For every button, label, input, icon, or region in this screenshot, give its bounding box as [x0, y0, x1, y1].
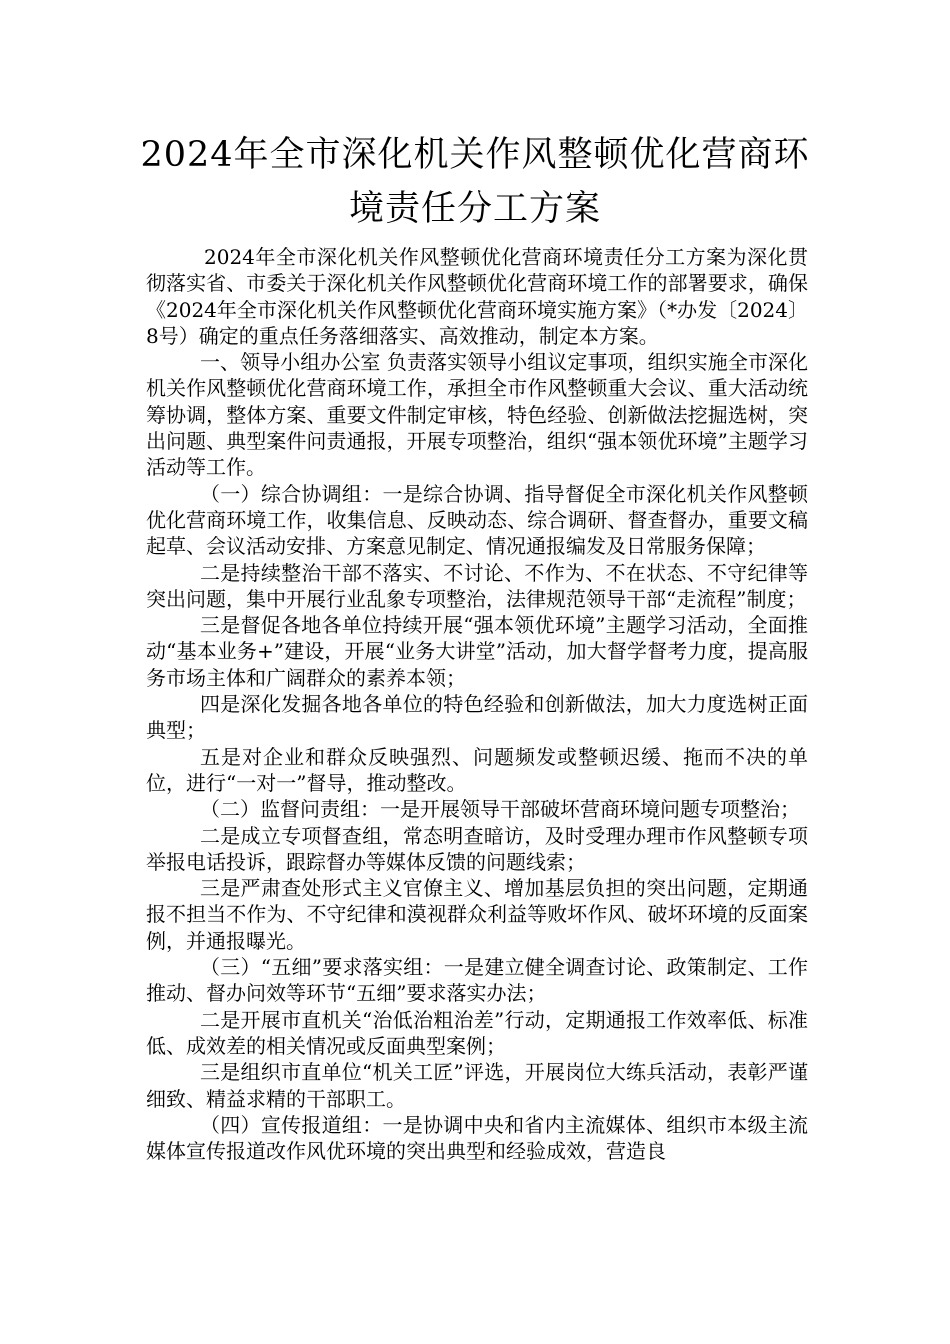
paragraph-group-1: （一）综合协调组：一是综合协调、指导督促全市深化机关作风整顿优化营商环境工作，收集信息、反映动态、综合调研、督查督办，重要文稿起草、会议活动安排、方案意见制定、情况通报编发及日常服务保障；	[146, 481, 808, 559]
paragraph-group-1-item-2: 二是持续整治干部不落实、不讨论、不作为、不在状态、不守纪律等突出问题，集中开展行业乱象专项整治，法律规范领导干部“走流程”制度；	[146, 560, 808, 611]
paragraph-group-2-item-2: 二是成立专项督查组，常态明查暗访，及时受理办理市作风整顿专项举报电话投诉，跟踪督办等媒体反馈的问题线索；	[146, 823, 808, 874]
paragraph-group-2: （二）监督问责组：一是开展领导干部破坏营商环境问题专项整治；	[200, 797, 800, 822]
document-title	[120, 128, 830, 236]
document-body	[146, 244, 808, 1164]
paragraph-group-1-item-4: 四是深化发掘各地各单位的特色经验和创新做法，加大力度选树正面典型；	[146, 692, 808, 743]
paragraph-section-1: 一、领导小组办公室 负责落实领导小组议定事项，组织实施全市深化机关作风整顿优化营商环境工作，承担全市作风整顿重大会议、重大活动统筹协调，整体方案、重要文件制定审核，特色经验、创新做法挖掘选树，突出问题、典型案件问责通报，开展专项整治，组织“强本领优环境”主题学习活动等工作。	[146, 350, 808, 480]
paragraph-group-1-item-3: 三是督促各地各单位持续开展“强本领优环境”主题学习活动，全面推动“基本业务+”建设，开展“业务大讲堂”活动，加大督学督考力度，提高服务市场主体和广阔群众的素养本领；	[146, 613, 808, 690]
paragraph-group-2-item-3: 三是严肃查处形式主义官僚主义、增加基层负担的突出问题，定期通报不担当不作为、不守纪律和漠视群众利益等败坏作风、破坏环境的反面案例，并通报曝光。	[146, 876, 808, 953]
paragraph-group-3-item-3: 三是组织市直单位“机关工匠”评选，开展岗位大练兵活动，表彰严谨细致、精益求精的干部职工。	[146, 1060, 808, 1111]
paragraph-group-3: （三）“五细”要求落实组：一是建立健全调查讨论、政策制定、工作推动、督办问效等环节“五细”要求落实办法；	[146, 955, 808, 1006]
title-line-1: 2024年全市深化机关作风整顿优化营商环	[140, 135, 810, 175]
paragraph-group-1-item-5: 五是对企业和群众反映强烈、问题频发或整顿迟缓、拖而不决的单位，进行“一对一”督导，推动整改。	[146, 744, 808, 795]
title-line-2: 境责任分工方案	[348, 189, 601, 229]
paragraph-group-3-item-2: 二是开展市直机关“治低治粗治差”行动，定期通报工作效率低、标准低、成效差的相关情况或反面典型案例；	[146, 1007, 808, 1058]
paragraph-group-4: （四）宣传报道组：一是协调中央和省内主流媒体、组织市本级主流媒体宣传报道改作风优环境的突出典型和经验成效，营造良	[146, 1112, 808, 1164]
paragraph-intro: 2024年全市深化机关作风整顿优化营商环境责任分工方案为深化贯彻落实省、市委关于深化机关作风整顿优化营商环境工作的部署要求，确保《2024年全市深化机关作风整顿优化营商环境实施方案》（*办发〔2024〕8号）确定的重点任务落细落实、高效推动，制定本方案。	[146, 245, 808, 348]
